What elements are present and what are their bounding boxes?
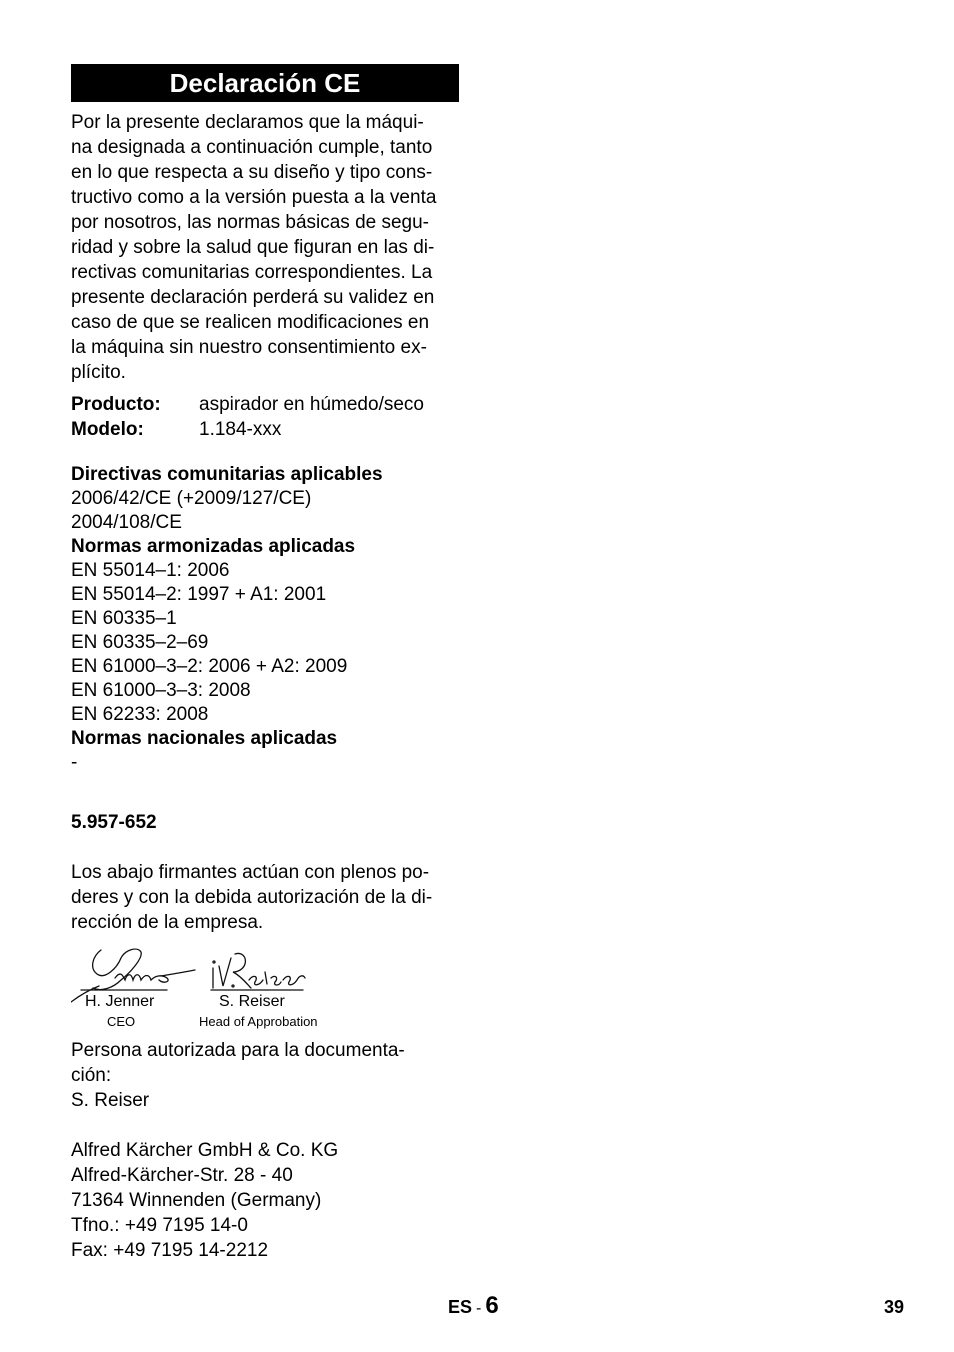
intro-paragraph [71,110,459,385]
national-value: - [71,752,78,773]
signer-role: Head of Approbation [199,1014,318,1029]
directive-item: 2004/108/CE [71,512,182,533]
model-row [71,417,459,442]
product-value: aspirador en húmedo/seco [199,394,424,415]
authorized-line: Persona autorizada para la documenta- [71,1040,405,1061]
model-label: Modelo: [71,419,144,440]
intro-line: tructivo como a la versión puesta a la venta [71,187,437,208]
page-number: 39 [884,1297,905,1317]
product-label: Producto: [71,394,161,415]
product-row [71,392,459,417]
signer-role: CEO [107,1014,136,1029]
signer-name: S. Reiser [219,993,285,1010]
harmonized-item: EN 61000–3–3: 2008 [71,680,251,701]
closing-line: rección de la empresa. [71,912,264,933]
harmonized-item: EN 55014–1: 2006 [71,560,230,581]
harmonized-item: EN 60335–1 [71,608,177,629]
signature-block [71,938,371,1038]
authorized-line: S. Reiser [71,1090,150,1111]
intro-line: presente declaración perderá su validez en [71,287,435,308]
intro-line: rectivas comunitarias correspondientes. La [71,262,433,283]
intro-line: caso de que se realicen modificaciones en [71,312,430,333]
harmonized-item: EN 60335–2–69 [71,632,209,653]
directives-heading: Directivas comunitarias aplicables [71,464,383,485]
footer-section-number: 6 [485,1292,499,1319]
footer-section-marker [448,1292,499,1320]
intro-line: en lo que respecta a su diseño y tipo cons- [71,162,433,183]
address-line: 71364 Winnenden (Germany) [71,1190,322,1211]
intro-line: Por la presente declaramos que la máqui- [71,112,424,133]
intro-line: ridad y sobre la salud que figuran en las di- [71,237,435,258]
intro-line: por nosotros, las normas básicas de segu- [71,212,430,233]
address-line: Alfred Kärcher GmbH & Co. KG [71,1140,339,1161]
intro-line: la máquina sin nuestro consentimiento ex- [71,337,427,358]
harmonized-item: EN 55014–2: 1997 + A1: 2001 [71,584,327,605]
harmonized-item: EN 61000–3–2: 2006 + A2: 2009 [71,656,348,677]
closing-line: deres y con la debida autorización de la di- [71,887,433,908]
harmonized-heading: Normas armonizadas aplicadas [71,536,356,557]
authorized-line: ción: [71,1065,112,1086]
directive-item: 2006/42/CE (+2009/127/CE) [71,488,312,509]
signature-reiser [211,953,305,990]
company-address [71,1138,459,1263]
product-info [71,392,459,442]
intro-line: na designada a continuación cumple, tanto [71,137,433,158]
closing-paragraph [71,860,459,935]
footer-lang-code: ES [448,1297,473,1317]
page-title: Declaración CE [71,64,459,102]
footer-separator: - [476,1300,482,1317]
model-value: 1.184-xxx [199,419,282,440]
standards-section [71,463,459,775]
authorized-person [71,1038,459,1113]
harmonized-item: EN 62233: 2008 [71,704,209,725]
signer-name: H. Jenner [85,993,155,1010]
address-line: Alfred-Kärcher-Str. 28 - 40 [71,1165,293,1186]
closing-line: Los abajo firmantes actúan con plenos po- [71,862,430,883]
national-heading: Normas nacionales aplicadas [71,728,338,749]
address-line: Tfno.: +49 7195 14-0 [71,1215,248,1236]
intro-line: plícito. [71,362,126,383]
address-line: Fax: +49 7195 14-2212 [71,1240,269,1261]
document-number: 5.957-652 [71,812,157,833]
